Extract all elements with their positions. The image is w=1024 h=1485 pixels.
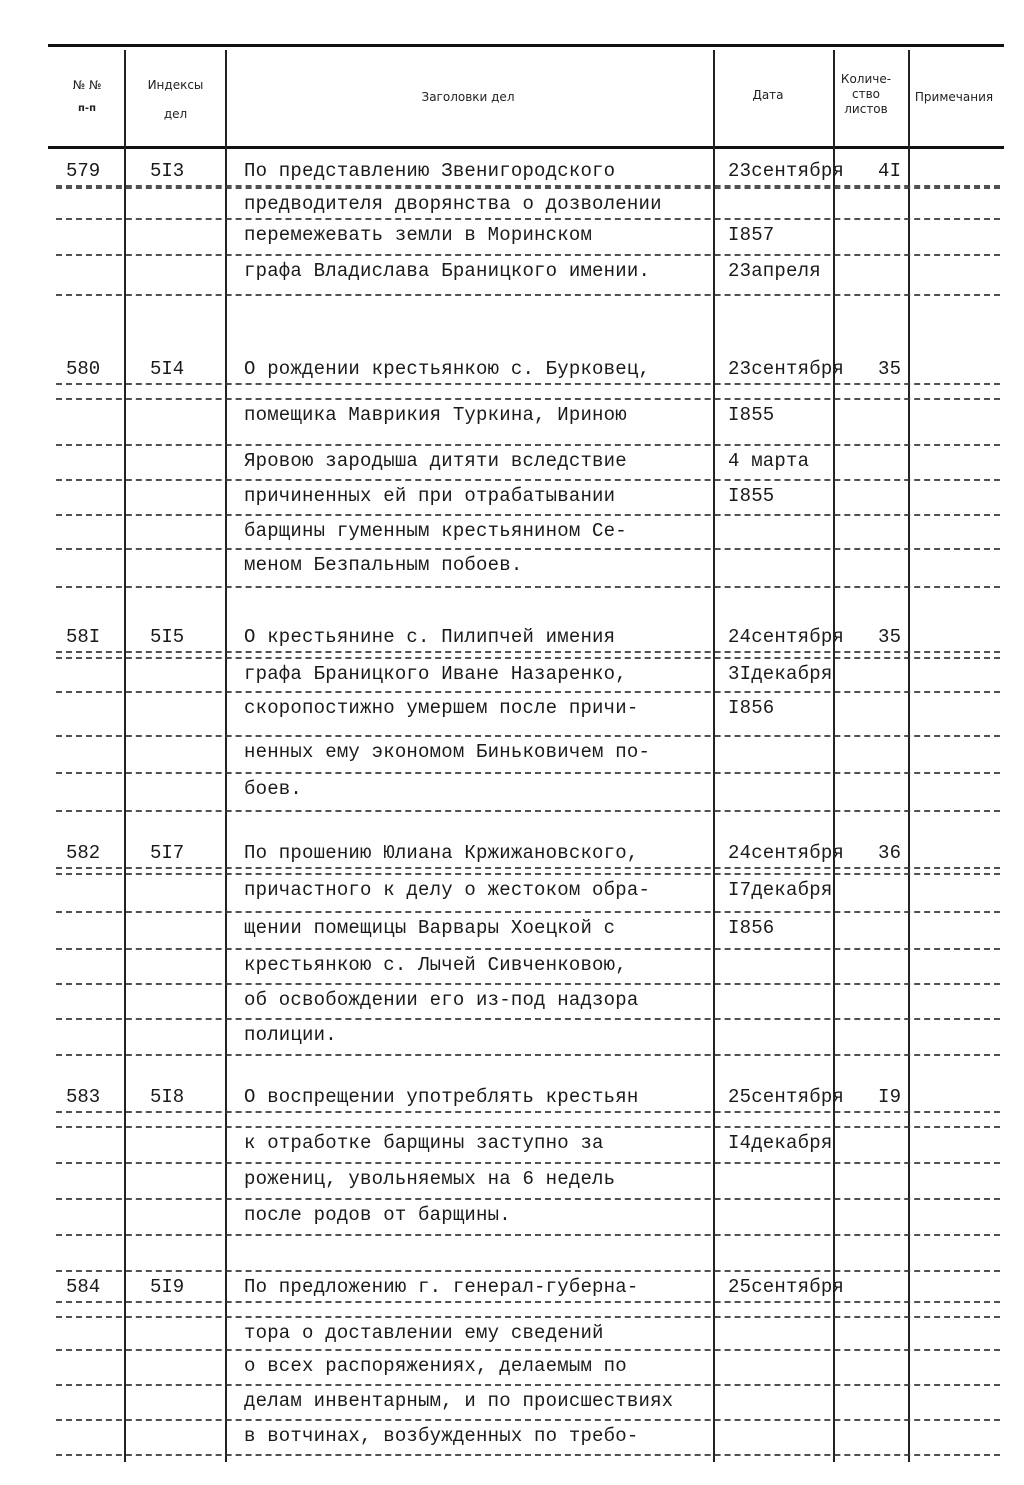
entry-number: 584 <box>66 1276 101 1298</box>
row-rule <box>56 1126 1000 1129</box>
entry-title-line: рожениц, увольняемых на 6 недель <box>244 1168 616 1190</box>
entry-title-line: О крестьянине с. Пилипчей имения <box>244 626 616 648</box>
header-index-line2: дел <box>163 107 188 121</box>
entry-title-line: скоропостижно умершем после причи- <box>244 697 639 719</box>
entry-title-line: ненных ему экономом Биньковичем по- <box>244 741 651 763</box>
entry-title-line: По представлению Звенигородского <box>244 160 616 182</box>
entry-date: 25сентября <box>728 1086 845 1108</box>
entry-sheets: 36 <box>878 842 902 864</box>
col-divider-5 <box>908 50 910 1462</box>
row-rule <box>56 1162 1000 1165</box>
row-rule <box>56 772 1000 775</box>
row-rule <box>56 383 1000 386</box>
row-rule <box>56 983 1000 986</box>
row-rule <box>56 691 1000 694</box>
header-sheets <box>830 72 902 117</box>
entry-title-line: меном Безпальным побоев. <box>244 554 523 576</box>
entry-date: 23сентября <box>728 358 845 380</box>
entry-date: I7декабря <box>728 879 833 901</box>
entry-index: 5I5 <box>150 626 185 648</box>
entry-title-line: о всех распоряжениях, делаемым по <box>244 1355 627 1377</box>
entry-title-line: графа Браницкого Иване Назаренко, <box>244 663 627 685</box>
entry-date: 24сентября <box>728 626 845 648</box>
entry-date: I855 <box>728 485 775 507</box>
entry-title-line: после родов от барщины. <box>244 1204 511 1226</box>
header-num-line2: п-п <box>78 103 96 114</box>
row-rule <box>56 479 1000 482</box>
header-sheets-line1: Количе- <box>840 72 892 86</box>
row-rule <box>56 398 1000 401</box>
row-rule <box>56 651 1000 654</box>
entry-title-line: О рождении крестьянкою с. Бурковец, <box>244 358 651 380</box>
entry-title-line: делам инвентарным, и по происшествиях <box>244 1390 674 1412</box>
header-index-line1: Индексы <box>147 78 204 92</box>
entry-title-line: к отработке барщины заступно за <box>244 1132 604 1154</box>
row-rule <box>56 444 1000 447</box>
row-rule <box>56 1018 1000 1021</box>
entry-date: I4декабря <box>728 1132 833 1154</box>
row-rule <box>56 1234 1000 1237</box>
col-divider-2 <box>225 50 227 1462</box>
entry-title-line: По прошению Юлиана Кржижановского, <box>244 842 639 864</box>
entry-number: 579 <box>66 160 101 182</box>
entry-sheets: 35 <box>878 358 902 380</box>
entry-date: 23апреля <box>728 260 821 282</box>
row-rule <box>56 867 1000 870</box>
row-rule <box>56 810 1000 813</box>
entry-number: 583 <box>66 1086 101 1108</box>
entry-number: 582 <box>66 842 101 864</box>
entry-date: 24сентября <box>728 842 845 864</box>
entry-date: I856 <box>728 917 775 939</box>
entry-number: 58I <box>66 626 101 648</box>
row-rule <box>56 218 1000 221</box>
entry-title-line: барщины гуменным крестьянином Се- <box>244 520 627 542</box>
row-rule <box>56 1454 1000 1457</box>
row-rule <box>56 294 1000 297</box>
row-rule <box>56 1054 1000 1057</box>
entry-sheets: 35 <box>878 626 902 648</box>
entry-title-line: крестьянкою с. Лычей Сивченковою, <box>244 954 627 976</box>
row-rule <box>56 514 1000 517</box>
entry-sheets: I9 <box>878 1086 902 1108</box>
entry-index: 5I7 <box>150 842 185 864</box>
entry-date: 25сентября <box>728 1276 845 1298</box>
header-num-line1: № № <box>72 78 102 92</box>
row-rule <box>56 1198 1000 1201</box>
header-sheets-line2: ство <box>851 87 880 101</box>
row-rule <box>56 548 1000 551</box>
row-rule <box>56 735 1000 738</box>
col-divider-4 <box>833 50 835 1462</box>
row-rule <box>56 1419 1000 1422</box>
entry-title-line: в вотчинах, возбужденных по требо- <box>244 1425 639 1447</box>
entry-title-line: причастного к делу о жестоком обра- <box>244 879 651 901</box>
header-title: Заголовки дел <box>421 90 515 104</box>
entry-title-line: помещика Маврикия Туркина, Ириною <box>244 404 627 426</box>
entry-sheets: 4I <box>878 160 902 182</box>
entry-title-line: перемежевать земли в Моринском <box>244 224 593 246</box>
entry-title-line: По предложению г. генерал-губерна- <box>244 1276 639 1298</box>
entry-date: 23сентября <box>728 160 845 182</box>
top-rule <box>48 44 1004 47</box>
row-rule <box>56 948 1000 951</box>
header-sheets-line3: листов <box>844 102 888 116</box>
row-rule <box>56 1316 1000 1319</box>
header-index <box>128 78 223 122</box>
row-rule <box>56 586 1000 589</box>
entry-index: 5I3 <box>150 160 185 182</box>
entry-title-line: об освобождении его из-под надзора <box>244 989 639 1011</box>
entry-date: I856 <box>728 697 775 719</box>
entry-date: I857 <box>728 224 775 246</box>
entry-date: 4 марта <box>728 450 810 472</box>
row-rule <box>56 657 1000 660</box>
entry-title-line: О воспрещении употреблять крестьян <box>244 1086 639 1108</box>
col-divider-3 <box>713 50 715 1462</box>
entry-index: 5I8 <box>150 1086 185 1108</box>
entry-title-line: щении помещицы Варвары Хоецкой с <box>244 917 616 939</box>
header-notes: Примечания <box>914 90 994 104</box>
entry-title-line: предводителя дворянства о дозволении <box>244 193 662 215</box>
row-rule <box>56 1270 1000 1273</box>
row-rule <box>56 1111 1000 1114</box>
entry-title-line: графа Владислава Браницкого имении. <box>244 260 651 282</box>
entry-date: I855 <box>728 404 775 426</box>
entry-date: 3Iдекабря <box>728 663 833 685</box>
entry-title-line: Яровою зародыша дитяти вследствие <box>244 450 627 472</box>
header-date: Дата <box>752 88 784 102</box>
row-rule <box>56 1301 1000 1304</box>
row-rule <box>56 185 1000 188</box>
row-rule <box>56 911 1000 914</box>
col-divider-1 <box>124 50 126 1462</box>
entry-title-line: боев. <box>244 778 303 800</box>
header-num <box>52 78 122 116</box>
row-rule <box>56 1384 1000 1387</box>
entry-title-line: тора о доставлении ему сведений <box>244 1322 604 1344</box>
entry-title-line: полиции. <box>244 1024 337 1046</box>
row-rule <box>56 254 1000 257</box>
row-rule <box>56 1349 1000 1352</box>
entry-title-line: причиненных ей при отрабатывании <box>244 485 616 507</box>
entry-index: 5I9 <box>150 1276 185 1298</box>
row-rule <box>56 873 1000 876</box>
entry-number: 580 <box>66 358 101 380</box>
entry-index: 5I4 <box>150 358 185 380</box>
header-rule <box>48 146 1004 149</box>
